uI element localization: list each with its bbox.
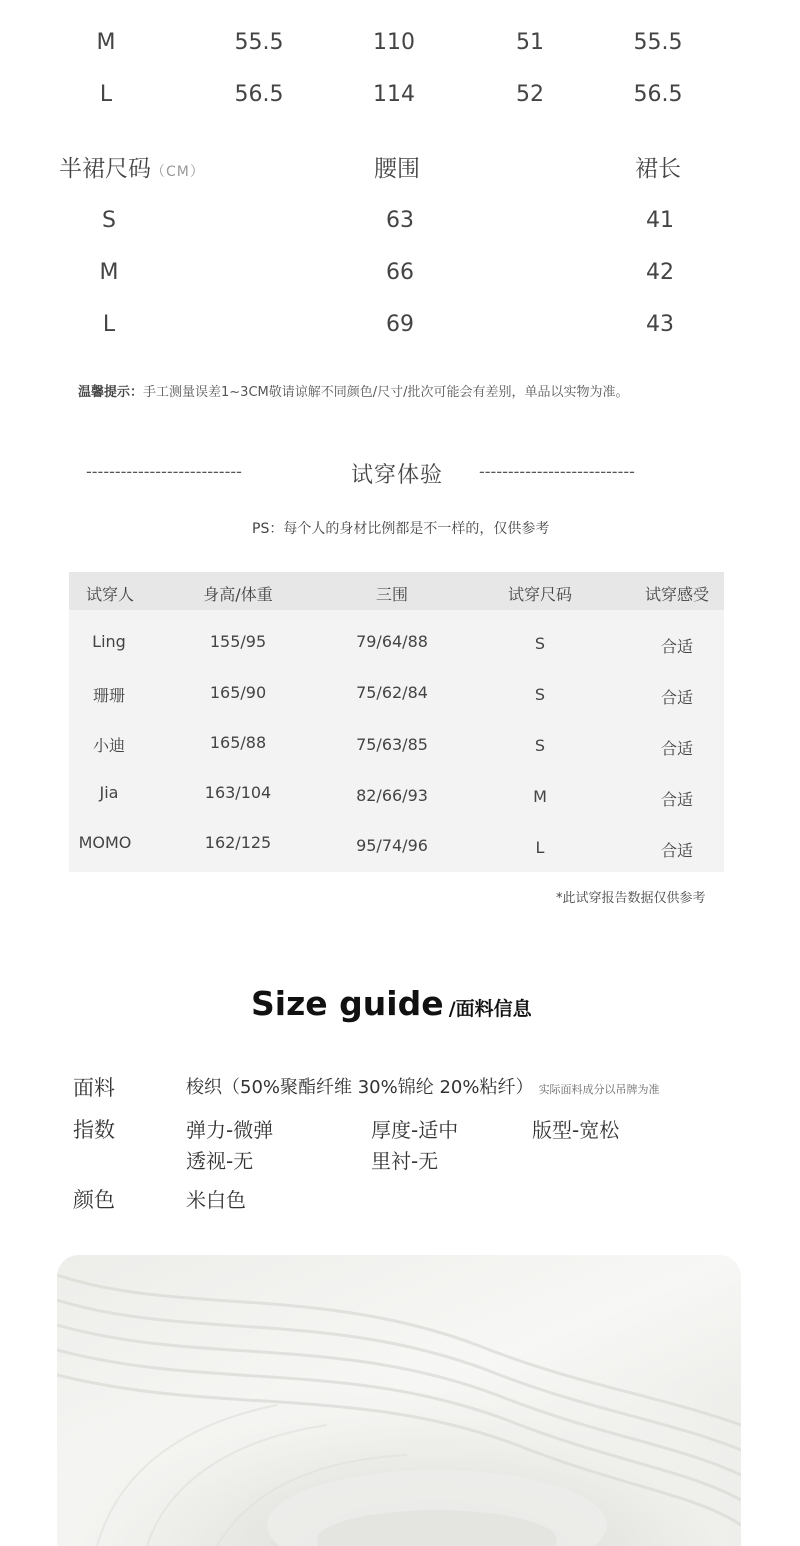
fabric-label: 面料 [73,1076,115,1100]
table-cell: 52 [516,82,544,107]
tryon-table [69,572,724,872]
index-stretch: 弹力-微弹 [186,1118,274,1142]
table-cell-person: 小迪 [92,736,125,755]
size-guide-heading [251,984,532,1023]
table-cell-size: S [534,685,546,704]
table-cell-hw: 155/95 [209,632,267,651]
size-label: S [102,208,116,233]
table-cell-feel: 合适 [660,637,693,656]
table-cell-bust: 75/62/84 [356,683,428,702]
table-cell: 42 [646,260,674,285]
divider-right: --------------------------- [479,462,635,481]
index-lining: 里衬-无 [371,1149,439,1173]
table-cell: 43 [646,312,674,337]
index-sheerness: 透视-无 [186,1149,254,1173]
table-cell: 56.5 [633,82,683,107]
table-cell-person: Ling [92,632,126,651]
table-cell: 114 [373,82,415,107]
color-label: 颜色 [73,1188,115,1212]
skirt-table-title [59,150,205,183]
unit-label: （CM） [151,164,205,180]
table-cell-feel: 合适 [660,841,693,860]
table-cell-size: S [534,736,546,755]
size-guide-subtitle: /面料信息 [448,998,532,1020]
table-cell: 56.5 [234,82,284,107]
table-cell-size: M [533,787,547,806]
table-cell-feel: 合适 [660,739,693,758]
table-cell: 51 [516,30,544,55]
fabric-texture-icon [57,1255,741,1546]
fabric-value-line [186,1073,660,1099]
tip-text [78,381,629,400]
ps-note: PS：每个人的身材比例都是不一样的，仅供参考 [252,521,550,537]
th-person: 试穿人 [85,585,134,604]
table-cell-hw: 165/90 [209,683,267,702]
table-cell-feel: 合适 [660,790,693,809]
size-label: M [96,30,116,55]
skirt-title-text: 半裙尺码 [59,156,151,182]
table-cell-person: 珊珊 [92,686,125,705]
th-feel: 试穿感受 [644,585,709,604]
section-title-tryon: 试穿体验 [351,463,444,488]
col-header-waist: 腰围 [374,156,420,182]
table-cell: 63 [386,208,414,233]
table-cell: 66 [386,260,414,285]
th-height-weight: 身高/体重 [203,585,273,604]
table-cell: 55.5 [633,30,683,55]
color-value: 米白色 [186,1188,246,1212]
table-cell-bust: 75/63/85 [356,735,428,754]
size-label: L [99,82,113,107]
table-cell: 110 [373,30,415,55]
tip-body: 手工测量误差1~3CM敬请谅解不同颜色/尺寸/批次可能会有差别，单品以实物为准。 [143,385,629,400]
table-cell-feel: 合适 [660,688,693,707]
table-cell-person: Jia [99,783,119,802]
index-fit: 版型-宽松 [532,1118,620,1142]
table-cell-size: S [534,634,546,653]
table-cell-person: MOMO [78,833,132,852]
fabric-note: 实际面料成分以吊牌为准 [538,1083,660,1096]
table-cell: 41 [646,208,674,233]
size-label: L [102,312,116,337]
table-cell-hw: 165/88 [209,733,267,752]
fabric-value: 梭织（50%聚酯纤维 30%锦纶 20%粘纤） [186,1077,534,1098]
partial-top-row [0,0,800,8]
divider-left: --------------------------- [86,462,242,481]
index-thickness: 厚度-适中 [371,1118,459,1142]
th-measurements: 三围 [375,585,408,604]
tip-label: 温馨提示： [78,385,144,400]
fabric-closeup-image [57,1255,741,1546]
table-cell-size: L [535,838,545,857]
tryon-disclaimer: *此试穿报告数据仅供参考 [556,891,706,906]
size-label: M [99,260,119,285]
table-cell-bust: 79/64/88 [356,632,428,651]
table-cell-bust: 82/66/93 [356,786,428,805]
table-cell: 69 [386,312,414,337]
table-cell-bust: 95/74/96 [356,836,428,855]
th-size: 试穿尺码 [507,585,572,604]
index-label: 指数 [73,1118,115,1142]
table-cell-hw: 162/125 [204,833,272,852]
col-header-length: 裙长 [635,156,681,182]
size-guide-title: Size guide [251,984,444,1023]
table-cell: 55.5 [234,30,284,55]
table-cell-hw: 163/104 [204,783,272,802]
